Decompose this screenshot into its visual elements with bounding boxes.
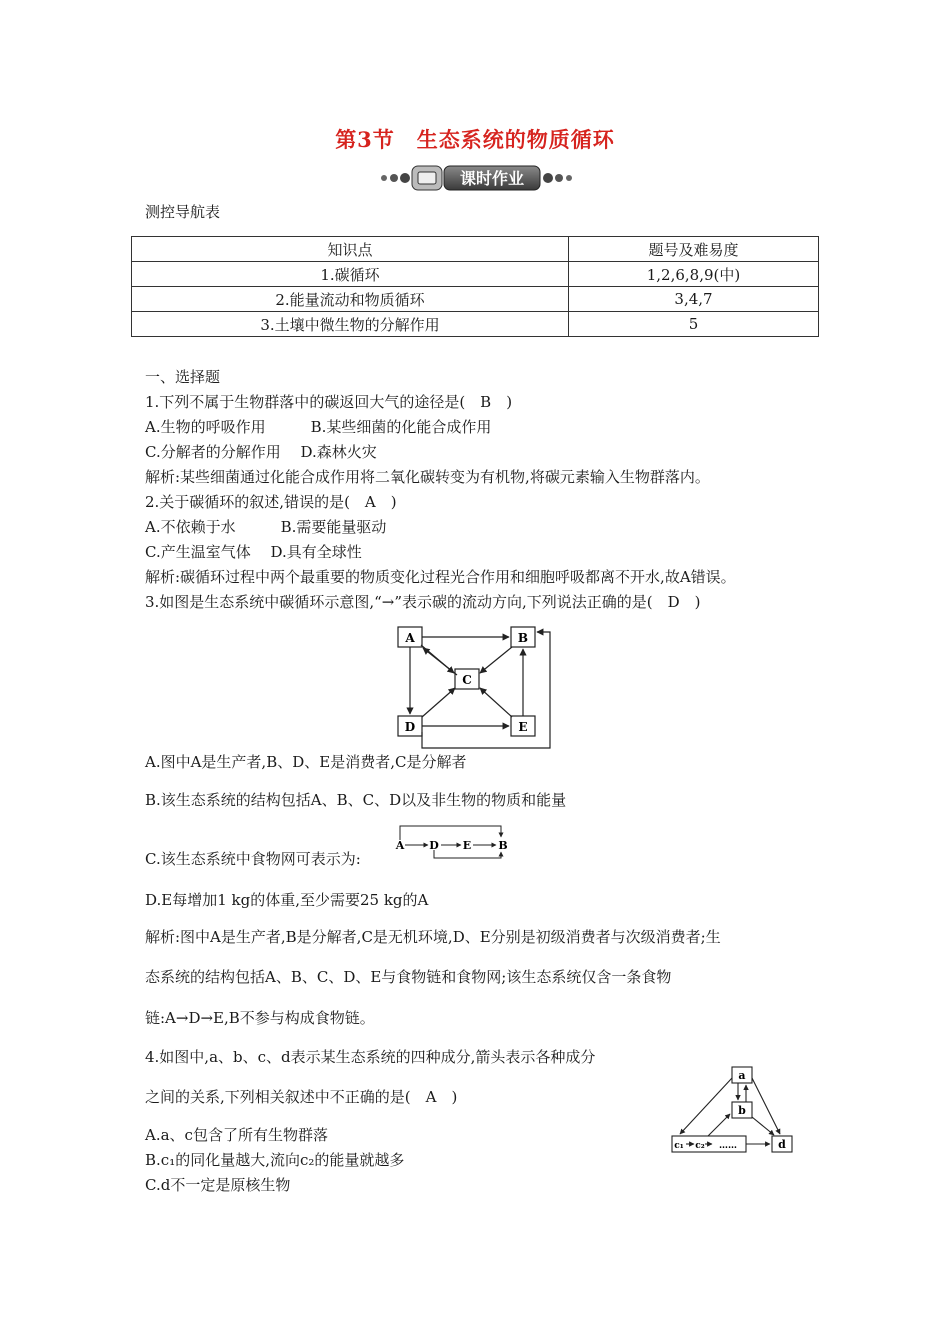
q2-stem: 2.关于碳循环的叙述,错误的是( A )	[145, 493, 397, 511]
q3-option-d: D.E每增加1 kg的体重,至少需要25 kg的A	[145, 891, 429, 909]
q2-options-ab: A.不依赖于水 B.需要能量驱动	[145, 518, 387, 536]
node-e: E	[518, 720, 528, 734]
navigation-table	[131, 236, 819, 337]
q1-analysis: 解析:某些细菌通过化能合成作用将二氧化碳转变为有机物,将碳元素输入生物群落内。	[145, 468, 710, 486]
q4-option-a: A.a、c包含了所有生物群落	[145, 1126, 328, 1144]
banner-text: 课时作业	[459, 169, 525, 188]
arrow-c-a	[423, 648, 457, 675]
q3-analysis-3: 链:A→D→E,B不参与构成食物链。	[145, 1009, 375, 1027]
banner-dots-left	[381, 173, 410, 183]
node-c2: c₂	[695, 1141, 705, 1151]
q4-option-c: C.d不一定是原核生物	[145, 1176, 291, 1194]
node-b: B	[517, 631, 529, 645]
food-web-diagram	[393, 822, 511, 862]
section-heading: 一、选择题	[145, 368, 221, 386]
banner-dots-right	[543, 173, 572, 183]
food-web-node-b: B	[498, 839, 508, 852]
q3-option-a: A.图中A是生产者,B、D、E是消费者,C是分解者	[145, 753, 467, 771]
q1-options-ab: A.生物的呼吸作用 B.某些细菌的化能合成作用	[145, 418, 492, 436]
q1-options-cd: C.分解者的分解作用 D.森林火灾	[145, 443, 377, 461]
q3-analysis-2: 态系统的结构包括A、B、C、D、E与食物链和食物网;该生态系统仅含一条食物	[145, 968, 672, 986]
q3-stem: 3.如图是生态系统中碳循环示意图,“→”表示碳的流动方向,下列说法正确的是( D )	[145, 593, 701, 611]
q3-option-b: B.该生态系统的结构包括A、B、C、D以及非生物的物质和能量	[145, 791, 567, 809]
table-cell: 2.能量流动和物质循环	[132, 287, 569, 312]
table-cell: 3.土壤中微生物的分解作用	[132, 312, 569, 337]
ecosystem-components-diagram	[668, 1062, 798, 1158]
node-c1: c₁	[674, 1141, 684, 1151]
food-web-node-e: E	[462, 839, 472, 852]
carbon-cycle-diagram	[395, 622, 555, 750]
arrow-b-c	[480, 647, 512, 673]
node-c: C	[462, 673, 472, 687]
table-cell: 3,4,7	[569, 287, 819, 312]
page-title: 第3节 生态系统的物质循环	[335, 127, 615, 152]
food-web-node-d: D	[429, 839, 439, 852]
q1-stem: 1.下列不属于生物群落中的碳返回大气的途径是( B )	[145, 393, 513, 411]
header-question-numbers: 题号及难易度	[569, 237, 819, 262]
q2-options-cd: C.产生温室气体 D.具有全球性	[145, 543, 362, 561]
node-b: b	[738, 1104, 746, 1117]
q4-option-b: B.c₁的同化量越大,流向c₂的能量就越多	[145, 1151, 405, 1169]
arrow-e-c	[480, 688, 512, 717]
table-header-row	[132, 237, 819, 262]
q4-stem-2: 之间的关系,下列相关叙述中不正确的是( A )	[145, 1088, 458, 1106]
node-a: A	[405, 631, 415, 645]
q3-option-c: C.该生态系统中食物网可表示为:	[145, 850, 361, 868]
table-cell: 1.碳循环	[132, 262, 569, 287]
table-row	[132, 312, 819, 337]
q3-analysis-1: 解析:图中A是生产者,B是分解者,C是无机环境,D、E分别是初级消费者与次级消费者;生	[145, 928, 721, 946]
table-row	[132, 262, 819, 287]
q2-analysis: 解析:碳循环过程中两个最重要的物质变化过程光合作用和细胞呼吸都离不开水,故A错误。	[145, 568, 736, 586]
table-cell: 1,2,6,8,9(中)	[569, 262, 819, 287]
table-cell: 5	[569, 312, 819, 337]
q4-stem-1: 4.如图中,a、b、c、d表示某生态系统的四种成分,箭头表示各种成分	[145, 1048, 596, 1066]
arrow-d-c	[422, 688, 455, 717]
header-knowledge: 知识点	[132, 237, 569, 262]
homework-banner	[378, 160, 574, 192]
node-a: a	[738, 1069, 746, 1082]
table-row	[132, 287, 819, 312]
nav-table-label: 测控导航表	[145, 203, 221, 221]
food-web-node-a: A	[395, 839, 405, 852]
node-d: D	[404, 720, 416, 734]
node-ellipsis: ……	[719, 1141, 737, 1151]
node-d: d	[778, 1138, 786, 1151]
